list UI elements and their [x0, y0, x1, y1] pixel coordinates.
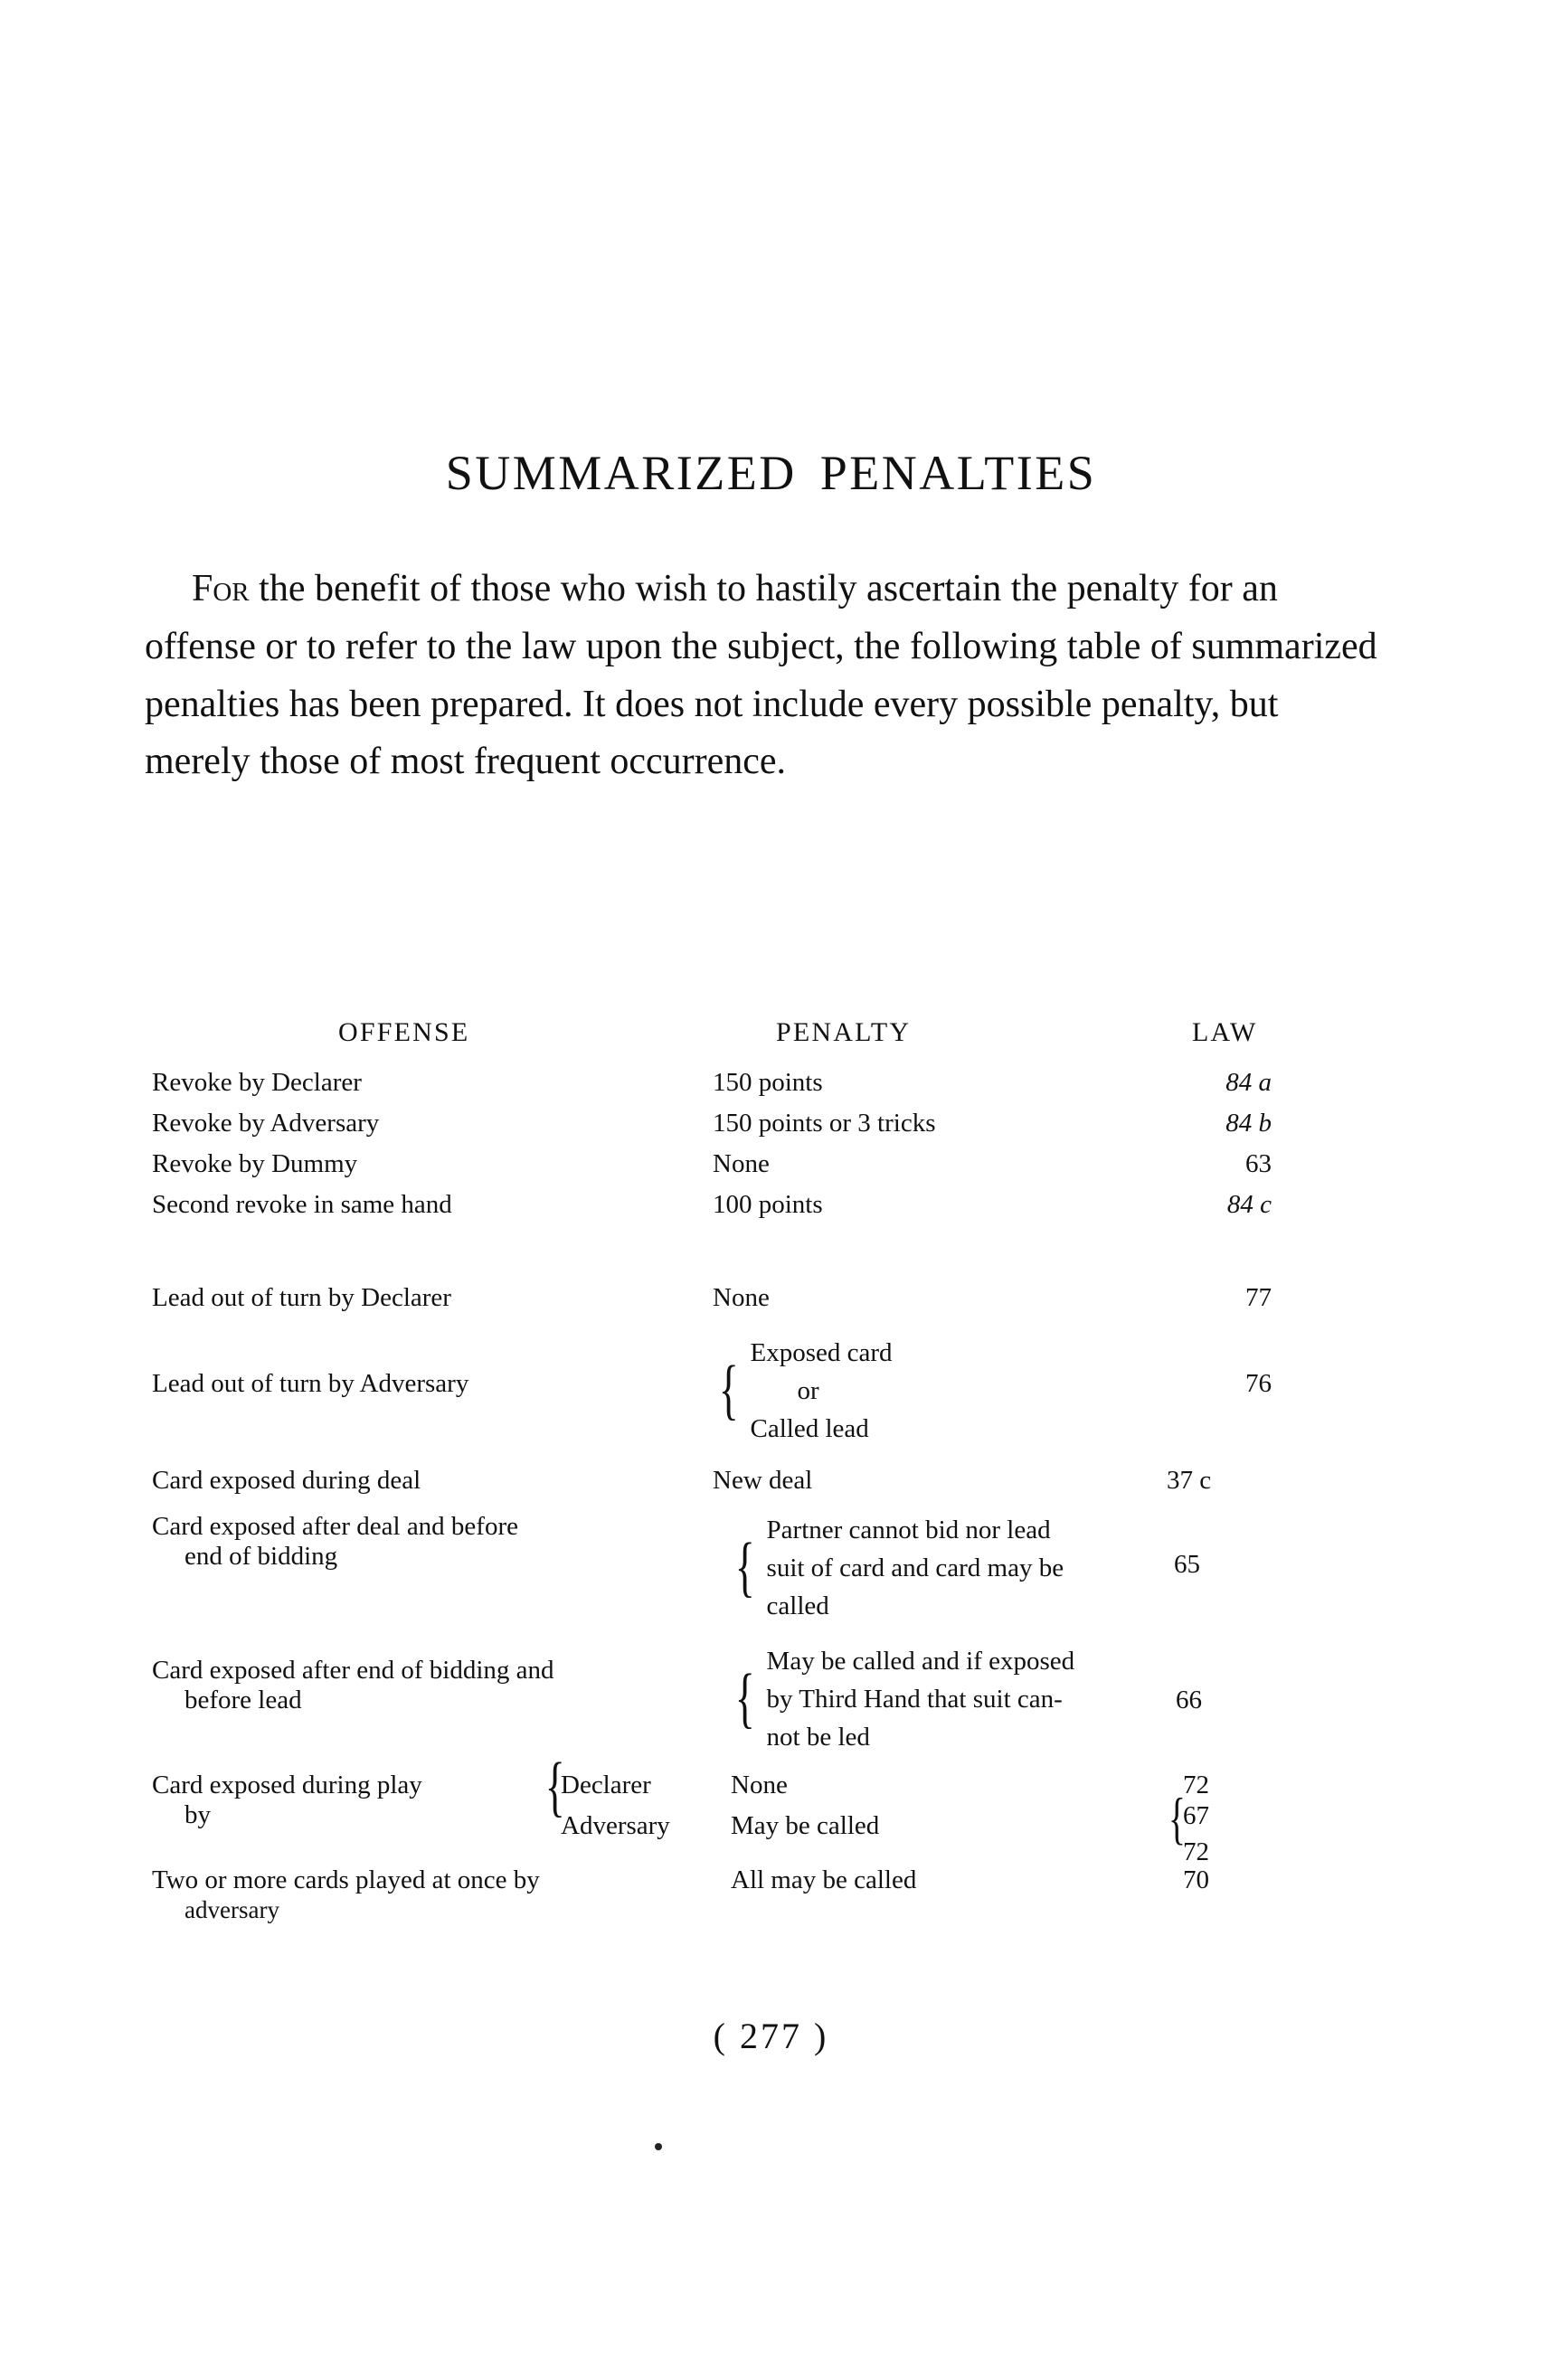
cell-offense-line: Card exposed during play — [152, 1771, 422, 1799]
cell-penalty: None — [713, 1149, 770, 1178]
cell-penalty-line: Partner cannot bid nor lead — [766, 1515, 1051, 1544]
cell-law: 72 — [1183, 1837, 1209, 1866]
cell-offense — [152, 1771, 541, 1830]
column-header-law: LAW — [1192, 1017, 1258, 1047]
intro-body: the benefit of those who wish to hastily ascertain the penalty for an offense or to refer to the law upon the subject, the following table of summarized penalties has been prepared. It does not include every possible penalty, but merely those of most frequent occurrence. — [145, 568, 1377, 783]
cell-offense: Lead out of turn by Declarer — [152, 1283, 451, 1312]
cell-offense-line: Card exposed after end of bidding and — [152, 1656, 554, 1685]
cell-penalty-line: called — [766, 1591, 829, 1621]
intro-paragraph — [145, 561, 1393, 791]
brace-icon: { — [544, 1750, 565, 1824]
cell-law: 84 b — [1225, 1109, 1272, 1138]
cell-penalty-line: suit of card and card may be — [766, 1553, 1064, 1582]
table-row — [152, 1068, 1391, 1109]
cell-offense: Second revoke in same hand — [152, 1190, 452, 1219]
cell-penalty: None — [713, 1283, 770, 1312]
cell-penalty: All may be called — [731, 1865, 917, 1894]
column-header-offense: OFFENSE — [338, 1017, 470, 1047]
cell-law: 84 a — [1225, 1068, 1272, 1097]
cell-offense: Card exposed during deal — [152, 1466, 421, 1495]
cell-penalty: 150 points — [713, 1068, 823, 1097]
column-header-penalty: PENALTY — [776, 1017, 912, 1047]
cell-law: 65 — [1174, 1550, 1200, 1579]
cell-law: 84 c — [1226, 1190, 1272, 1219]
cell-offense-line: Two or more cards played at once by — [152, 1865, 540, 1894]
cell-penalty-braced — [729, 1636, 1181, 1762]
table-row — [152, 1865, 1391, 1947]
table-row — [152, 1636, 1391, 1753]
cell-law: 72 — [1183, 1771, 1209, 1799]
cell-penalty-line: or — [797, 1375, 819, 1405]
cell-penalty: 100 points — [713, 1190, 823, 1219]
table-row — [152, 1149, 1391, 1190]
cell-penalty-line: not be led — [766, 1723, 870, 1752]
cell-offense: Revoke by Adversary — [152, 1109, 380, 1138]
table-row — [152, 1190, 1391, 1231]
cell-penalty-line: May be called and if exposed — [766, 1646, 1075, 1676]
cell-law: 77 — [1245, 1283, 1272, 1312]
brace-icon: { — [1168, 1786, 1186, 1850]
table-row — [152, 1505, 1391, 1622]
cell-offense — [152, 1656, 731, 1715]
cell-penalty: None — [731, 1771, 788, 1799]
cell-offense-line: before lead — [184, 1686, 302, 1714]
footer-dot — [655, 2143, 662, 2150]
cell-penalty: 150 points or 3 tricks — [713, 1109, 936, 1138]
cell-offense-sub: Declarer — [561, 1771, 651, 1799]
page-number: ( 277 ) — [713, 2016, 829, 2056]
page-title: SUMMARIZED PENALTIES — [445, 446, 1097, 500]
cell-offense-line: by — [184, 1800, 211, 1829]
cell-offense — [152, 1512, 722, 1572]
cell-offense — [152, 1865, 731, 1925]
table-group-lead-out-of-turn — [152, 1240, 1391, 1448]
cell-penalty-braced — [713, 1327, 1165, 1454]
table-header-row — [152, 1017, 1391, 1068]
cell-penalty: New deal — [713, 1466, 813, 1495]
cell-offense: Lead out of turn by Adversary — [152, 1369, 469, 1398]
table-row — [152, 1109, 1391, 1149]
cell-offense: Revoke by Dummy — [152, 1149, 358, 1178]
cell-law: 67 — [1183, 1801, 1209, 1830]
cell-law: 63 — [1245, 1149, 1272, 1178]
cell-penalty-braced — [729, 1505, 1181, 1631]
table-row — [152, 1327, 1391, 1454]
cell-offense-sub: Adversary — [561, 1811, 670, 1840]
table-group-revokes — [152, 1068, 1391, 1240]
cell-law: 70 — [1183, 1865, 1209, 1894]
cell-penalty: May be called — [731, 1811, 880, 1840]
cell-penalty-line: Called lead — [750, 1414, 869, 1444]
cell-law: 37 c — [1167, 1466, 1212, 1495]
cell-offense: Revoke by Declarer — [152, 1068, 362, 1097]
table-row — [152, 1283, 1391, 1324]
penalties-table — [152, 1017, 1391, 1923]
table-row — [152, 1750, 1391, 1868]
cell-offense-line: Card exposed after deal and before — [152, 1512, 518, 1541]
cell-law: 76 — [1245, 1369, 1272, 1398]
cell-law: 66 — [1176, 1686, 1202, 1714]
brace-icon: { — [734, 1530, 755, 1605]
intro-lead-word: For — [192, 568, 250, 609]
table-row — [152, 1466, 1391, 1506]
cell-penalty-line: Exposed card — [750, 1337, 893, 1367]
brace-icon: { — [734, 1661, 755, 1736]
brace-icon: { — [718, 1353, 739, 1428]
cell-penalty-line: by Third Hand that suit can- — [766, 1684, 1063, 1714]
cell-offense-line: adversary — [184, 1896, 279, 1923]
cell-offense-line: end of bidding — [184, 1542, 338, 1571]
table-group-exposed-cards — [152, 1448, 1391, 1923]
